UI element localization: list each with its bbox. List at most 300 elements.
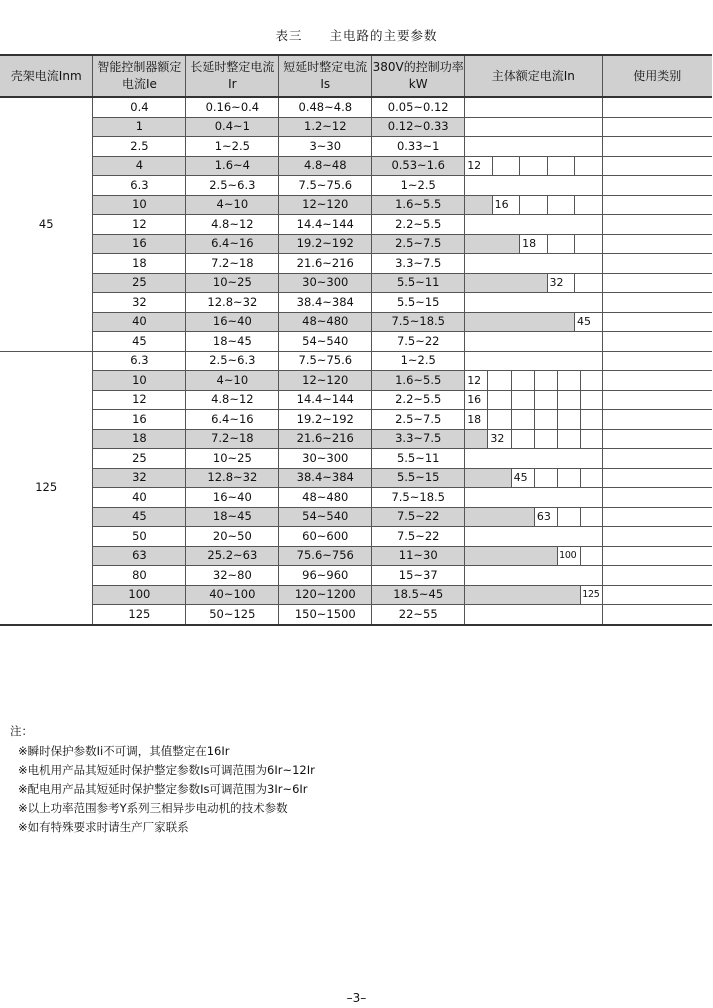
main-rated-empty-cell [465,507,488,527]
main-rated-empty-cell [558,605,581,625]
main-rated-empty-cell [547,97,574,117]
long-delay-cell: 0.4~1 [186,117,279,137]
main-rated-empty-cell [547,176,574,196]
control-power-cell: 1.6~5.5 [372,195,465,215]
usage-category-cell [602,137,712,157]
main-rated-empty-cell [581,390,602,410]
usage-category-cell [602,351,712,371]
header-short-delay: 短延时整定电流Is [279,55,372,97]
control-power-cell: 7.5~18.5 [372,312,465,332]
long-delay-cell: 12.8~32 [186,468,279,488]
short-delay-cell: 38.4~384 [279,293,372,313]
rated-current-cell: 50 [93,527,186,547]
main-rated-empty-cell [511,449,534,469]
long-delay-cell: 50~125 [186,605,279,625]
usage-category-cell [602,215,712,235]
main-rated-empty-cell [492,332,519,352]
rated-current-cell: 10 [93,371,186,391]
usage-category-cell [602,390,712,410]
header-main-rated-current: 主体额定电流In [465,55,602,97]
short-delay-cell: 38.4~384 [279,468,372,488]
main-rated-empty-cell [534,429,557,449]
rated-current-cell: 18 [93,254,186,274]
long-delay-cell: 4.8~12 [186,390,279,410]
usage-category-cell [602,468,712,488]
long-delay-cell: 6.4~16 [186,410,279,430]
note-item: ※电机用产品其短延时保护整定参数Is可调范围为6Ir~12Ir [18,763,315,777]
main-rated-empty-cell [511,527,534,547]
table-row [0,97,712,117]
main-rated-empty-cell [488,351,511,371]
long-delay-cell: 4.8~12 [186,215,279,235]
note-item: ※瞬时保护参数Ii不可调，其值整定在16Ir [18,744,230,758]
rated-current-cell: 32 [93,468,186,488]
control-power-cell: 5.5~11 [372,449,465,469]
notes-section [10,722,315,837]
main-rated-empty-cell [534,410,557,430]
main-rated-empty-cell [581,546,602,566]
main-rated-value-cell: 45 [511,468,534,488]
usage-category-cell [602,371,712,391]
main-rated-empty-cell [574,254,602,274]
usage-category-cell [602,254,712,274]
short-delay-cell: 3~30 [279,137,372,157]
header-long-delay: 长延时整定电流Ir [186,55,279,97]
usage-category-cell [602,488,712,508]
short-delay-cell: 7.5~75.6 [279,351,372,371]
main-rated-empty-cell [520,195,547,215]
long-delay-cell: 2.5~6.3 [186,176,279,196]
table-row [0,332,712,352]
main-rated-value-cell: 16 [492,195,519,215]
note-item: ※以上功率范围参考Y系列三相异步电动机的技术参数 [18,801,288,815]
table-row [0,527,712,547]
main-rated-value-cell: 18 [520,234,547,254]
main-rated-empty-cell [511,371,534,391]
long-delay-cell: 32~80 [186,566,279,586]
main-rated-empty-cell [574,195,602,215]
table-row [0,234,712,254]
short-delay-cell: 4.8~48 [279,156,372,176]
main-rated-empty-cell [581,449,602,469]
main-rated-empty-cell [574,234,602,254]
main-rated-empty-cell [581,527,602,547]
rated-current-cell: 63 [93,546,186,566]
main-rated-empty-cell [534,488,557,508]
main-rated-empty-cell [488,371,511,391]
main-rated-empty-cell [465,585,488,605]
main-rated-empty-cell [492,293,519,313]
rated-current-cell: 12 [93,215,186,235]
rated-current-cell: 80 [93,566,186,586]
control-power-cell: 18.5~45 [372,585,465,605]
main-rated-empty-cell [581,371,602,391]
control-power-cell: 0.33~1 [372,137,465,157]
control-power-cell: 2.5~7.5 [372,410,465,430]
main-rated-empty-cell [488,585,511,605]
main-rated-empty-cell [520,215,547,235]
table-title: 表三 主电路的主要参数 [275,28,438,43]
main-rated-empty-cell [492,312,519,332]
table-row [0,137,712,157]
short-delay-cell: 48~480 [279,312,372,332]
main-rated-empty-cell [465,546,488,566]
main-rated-empty-cell [492,176,519,196]
long-delay-cell: 18~45 [186,332,279,352]
main-rated-empty-cell [488,488,511,508]
main-rated-value-cell: 125 [581,585,602,605]
long-delay-cell: 4~10 [186,371,279,391]
frame-current-cell: 45 [0,97,93,351]
main-rated-empty-cell [558,449,581,469]
main-rated-empty-cell [465,293,492,313]
control-power-cell: 15~37 [372,566,465,586]
table-row [0,410,712,430]
main-rated-empty-cell [492,156,519,176]
main-rated-empty-cell [520,156,547,176]
main-rated-empty-cell [574,273,602,293]
main-rated-empty-cell [581,507,602,527]
main-rated-empty-cell [558,527,581,547]
control-power-cell: 0.53~1.6 [372,156,465,176]
rated-current-cell: 1 [93,117,186,137]
short-delay-cell: 21.6~216 [279,254,372,274]
short-delay-cell: 75.6~756 [279,546,372,566]
main-rated-empty-cell [488,449,511,469]
table-row [0,371,712,391]
main-rated-empty-cell [574,176,602,196]
main-rated-empty-cell [465,468,488,488]
main-rated-empty-cell [511,488,534,508]
main-rated-empty-cell [534,390,557,410]
table-row [0,488,712,508]
long-delay-cell: 40~100 [186,585,279,605]
main-rated-empty-cell [520,176,547,196]
table-row [0,546,712,566]
main-rated-empty-cell [558,507,581,527]
control-power-cell: 3.3~7.5 [372,429,465,449]
table-header-row [0,55,712,97]
main-rated-empty-cell [511,429,534,449]
usage-category-cell [602,234,712,254]
main-rated-empty-cell [581,410,602,430]
long-delay-cell: 16~40 [186,312,279,332]
table-row [0,507,712,527]
control-power-cell: 5.5~15 [372,293,465,313]
main-rated-empty-cell [465,566,488,586]
table-row [0,312,712,332]
rated-current-cell: 45 [93,507,186,527]
main-rated-value-cell: 32 [547,273,574,293]
main-rated-empty-cell [547,215,574,235]
usage-category-cell [602,273,712,293]
main-rated-empty-cell [534,605,557,625]
rated-current-cell: 25 [93,449,186,469]
main-rated-empty-cell [547,117,574,137]
long-delay-cell: 7.2~18 [186,254,279,274]
main-rated-empty-cell [547,234,574,254]
main-rated-empty-cell [574,117,602,137]
main-rated-empty-cell [574,215,602,235]
table-row [0,254,712,274]
main-rated-empty-cell [547,156,574,176]
main-rated-empty-cell [574,293,602,313]
main-rated-empty-cell [558,468,581,488]
long-delay-cell: 10~25 [186,273,279,293]
main-rated-empty-cell [581,468,602,488]
table-row [0,351,712,371]
usage-category-cell [602,429,712,449]
control-power-cell: 0.12~0.33 [372,117,465,137]
main-rated-empty-cell [492,117,519,137]
main-rated-empty-cell [492,254,519,274]
table-row [0,605,712,625]
main-rated-empty-cell [465,254,492,274]
main-rated-empty-cell [520,137,547,157]
control-power-cell: 1~2.5 [372,176,465,196]
main-rated-empty-cell [581,488,602,508]
table-row [0,429,712,449]
main-rated-empty-cell [465,215,492,235]
main-rated-empty-cell [511,410,534,430]
table-row [0,566,712,586]
main-rated-empty-cell [520,254,547,274]
usage-category-cell [602,507,712,527]
table-row [0,195,712,215]
rated-current-cell: 32 [93,293,186,313]
main-rated-empty-cell [465,605,488,625]
control-power-cell: 3.3~7.5 [372,254,465,274]
short-delay-cell: 14.4~144 [279,215,372,235]
control-power-cell: 7.5~22 [372,507,465,527]
table-row [0,273,712,293]
short-delay-cell: 150~1500 [279,605,372,625]
main-rated-empty-cell [558,488,581,508]
main-rated-empty-cell [558,390,581,410]
main-rated-empty-cell [534,371,557,391]
long-delay-cell: 1~2.5 [186,137,279,157]
main-rated-empty-cell [558,566,581,586]
frame-current-cell: 125 [0,351,93,625]
main-rated-empty-cell [547,293,574,313]
usage-category-cell [602,585,712,605]
rated-current-cell: 40 [93,488,186,508]
rated-current-cell: 6.3 [93,176,186,196]
main-rated-empty-cell [534,468,557,488]
main-rated-empty-cell [574,332,602,352]
long-delay-cell: 10~25 [186,449,279,469]
rated-current-cell: 6.3 [93,351,186,371]
main-rated-empty-cell [581,351,602,371]
main-rated-empty-cell [534,449,557,469]
main-rated-empty-cell [547,254,574,274]
main-rated-value-cell: 63 [534,507,557,527]
main-rated-empty-cell [465,527,488,547]
main-rated-value-cell: 18 [465,410,488,430]
rated-current-cell: 40 [93,312,186,332]
main-rated-empty-cell [465,176,492,196]
main-rated-empty-cell [534,527,557,547]
main-rated-empty-cell [581,429,602,449]
long-delay-cell: 1.6~4 [186,156,279,176]
short-delay-cell: 54~540 [279,332,372,352]
short-delay-cell: 60~600 [279,527,372,547]
usage-category-cell [602,117,712,137]
main-rated-empty-cell [534,566,557,586]
short-delay-cell: 1.2~12 [279,117,372,137]
control-power-cell: 1.6~5.5 [372,371,465,391]
main-rated-empty-cell [465,449,488,469]
main-rated-empty-cell [511,566,534,586]
long-delay-cell: 6.4~16 [186,234,279,254]
main-rated-empty-cell [511,351,534,371]
header-usage-category: 使用类别 [602,55,712,97]
long-delay-cell: 12.8~32 [186,293,279,313]
table-row [0,117,712,137]
short-delay-cell: 48~480 [279,488,372,508]
rated-current-cell: 0.4 [93,97,186,117]
note-item: ※如有特殊要求时请生产厂家联系 [18,820,189,834]
long-delay-cell: 2.5~6.3 [186,351,279,371]
main-circuit-parameter-table [0,54,712,626]
short-delay-cell: 30~300 [279,449,372,469]
long-delay-cell: 7.2~18 [186,429,279,449]
short-delay-cell: 12~120 [279,371,372,391]
usage-category-cell [602,605,712,625]
usage-category-cell [602,156,712,176]
main-rated-empty-cell [488,468,511,488]
table-row [0,293,712,313]
table-row [0,390,712,410]
main-rated-empty-cell [520,273,547,293]
rated-current-cell: 16 [93,234,186,254]
main-rated-empty-cell [492,273,519,293]
usage-category-cell [602,332,712,352]
main-rated-empty-cell [465,137,492,157]
header-control-power: 380V的控制功率kW [372,55,465,97]
main-rated-empty-cell [520,117,547,137]
main-rated-empty-cell [534,351,557,371]
short-delay-cell: 19.2~192 [279,234,372,254]
control-power-cell: 2.5~7.5 [372,234,465,254]
main-rated-empty-cell [465,97,492,117]
main-rated-empty-cell [465,351,488,371]
table-row [0,468,712,488]
main-rated-value-cell: 16 [465,390,488,410]
main-rated-empty-cell [574,97,602,117]
main-rated-empty-cell [465,117,492,137]
main-rated-empty-cell [488,527,511,547]
main-rated-empty-cell [465,429,488,449]
header-frame-current: 壳架电流Inm [0,55,93,97]
short-delay-cell: 19.2~192 [279,410,372,430]
main-rated-empty-cell [465,332,492,352]
main-rated-empty-cell [534,546,557,566]
usage-category-cell [602,312,712,332]
main-rated-empty-cell [581,566,602,586]
control-power-cell: 7.5~22 [372,527,465,547]
main-rated-empty-cell [488,566,511,586]
rated-current-cell: 2.5 [93,137,186,157]
short-delay-cell: 54~540 [279,507,372,527]
main-rated-empty-cell [558,371,581,391]
main-rated-empty-cell [558,429,581,449]
main-rated-empty-cell [581,605,602,625]
main-rated-empty-cell [465,234,492,254]
short-delay-cell: 0.48~4.8 [279,97,372,117]
rated-current-cell: 45 [93,332,186,352]
long-delay-cell: 0.16~0.4 [186,97,279,117]
rated-current-cell: 4 [93,156,186,176]
main-rated-empty-cell [488,507,511,527]
usage-category-cell [602,97,712,117]
main-rated-value-cell: 100 [558,546,581,566]
table-row [0,156,712,176]
note-item: ※配电用产品其短延时保护整定参数Is可调范围为3Ir~6Ir [18,782,308,796]
page-number: –3– [346,991,367,1005]
rated-current-cell: 10 [93,195,186,215]
main-rated-empty-cell [574,156,602,176]
main-rated-value-cell: 45 [574,312,602,332]
usage-category-cell [602,176,712,196]
short-delay-cell: 7.5~75.6 [279,176,372,196]
short-delay-cell: 30~300 [279,273,372,293]
main-rated-empty-cell [574,137,602,157]
main-rated-empty-cell [547,195,574,215]
main-rated-empty-cell [488,605,511,625]
main-rated-empty-cell [511,605,534,625]
usage-category-cell [602,410,712,430]
usage-category-cell [602,293,712,313]
rated-current-cell: 16 [93,410,186,430]
notes-title: 注： [10,724,33,738]
short-delay-cell: 120~1200 [279,585,372,605]
usage-category-cell [602,195,712,215]
control-power-cell: 7.5~18.5 [372,488,465,508]
main-rated-empty-cell [492,215,519,235]
main-rated-empty-cell [520,97,547,117]
table-row [0,585,712,605]
table-row [0,215,712,235]
main-rated-empty-cell [465,312,492,332]
main-rated-value-cell: 12 [465,371,488,391]
main-rated-empty-cell [511,546,534,566]
control-power-cell: 0.05~0.12 [372,97,465,117]
main-rated-empty-cell [520,332,547,352]
long-delay-cell: 20~50 [186,527,279,547]
usage-category-cell [602,527,712,547]
control-power-cell: 11~30 [372,546,465,566]
main-rated-empty-cell [547,332,574,352]
main-rated-empty-cell [465,488,488,508]
short-delay-cell: 21.6~216 [279,429,372,449]
main-rated-empty-cell [520,312,547,332]
short-delay-cell: 96~960 [279,566,372,586]
long-delay-cell: 18~45 [186,507,279,527]
table-row [0,449,712,469]
control-power-cell: 2.2~5.5 [372,215,465,235]
rated-current-cell: 18 [93,429,186,449]
main-rated-empty-cell [547,312,574,332]
usage-category-cell [602,566,712,586]
control-power-cell: 5.5~15 [372,468,465,488]
main-rated-empty-cell [511,507,534,527]
main-rated-empty-cell [534,585,557,605]
rated-current-cell: 12 [93,390,186,410]
main-rated-empty-cell [492,97,519,117]
long-delay-cell: 25.2~63 [186,546,279,566]
long-delay-cell: 16~40 [186,488,279,508]
